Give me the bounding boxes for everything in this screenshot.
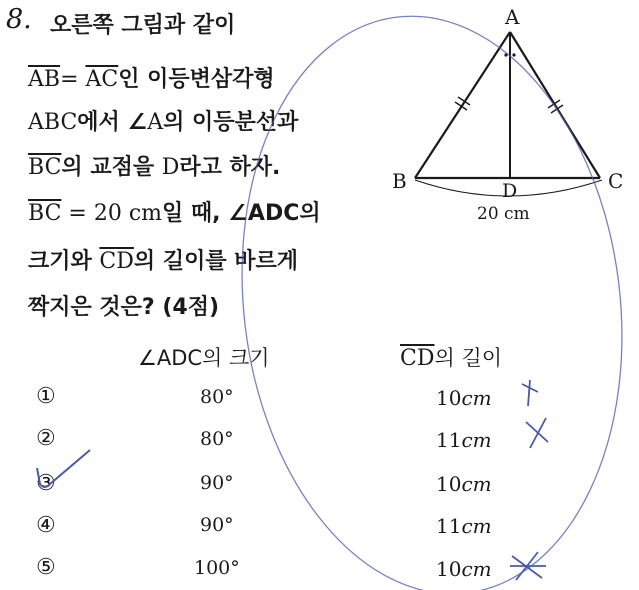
- question-title: 오른쪽 그림과 같이: [50, 13, 236, 38]
- question-line-6: 짝지은 것은? (4점): [28, 295, 220, 320]
- header-angle: ∠ADC의 크기: [138, 346, 270, 370]
- angle-a-letter: A: [147, 110, 164, 135]
- option-number-1[interactable]: ①: [36, 384, 56, 409]
- line-5-text-b: 의 길이를 바르게: [133, 249, 298, 274]
- option-number-3[interactable]: ③: [36, 471, 56, 496]
- option-number-2[interactable]: ②: [36, 426, 56, 451]
- line-2-text-a: 에서 ∠: [77, 110, 148, 135]
- line-4-text-b: 의: [299, 201, 321, 226]
- pencil-circle-mark: [210, 0, 639, 590]
- segment-cd: $\overline{CD}$: [99, 249, 134, 274]
- option-angle-2: 80°: [200, 428, 234, 450]
- bc-length: = 20 cm: [61, 201, 163, 226]
- option-angle-4: 90°: [200, 514, 234, 536]
- line-1-text: 인 이등변삼각형: [118, 67, 275, 92]
- pencil-cross-mark-2: [526, 418, 548, 448]
- line-2-text-b: 의 이등분선과: [163, 110, 299, 135]
- option-angle-1: 80°: [200, 386, 234, 408]
- segment-bc-2: $\overline{BC}$: [28, 201, 62, 226]
- line-5-text-a: 크기와: [28, 249, 100, 274]
- option-number-5[interactable]: ⑤: [36, 555, 56, 580]
- header-segment-cd: $\overline{CD}$: [400, 346, 435, 371]
- point-d-letter: D: [161, 155, 180, 180]
- pencil-cross-mark-5: [510, 552, 546, 580]
- line-3-text-b: 라고 하자.: [179, 155, 281, 180]
- option-angle-3: 90°: [200, 472, 234, 494]
- equals-sign: =: [60, 67, 86, 92]
- option-length-4: 11cm: [436, 514, 492, 538]
- triangle-abc: ABC: [28, 110, 78, 135]
- pencil-cross-mark-1: [522, 380, 538, 406]
- pencil-check-mark: [37, 450, 90, 487]
- option-angle-5: 100°: [194, 557, 240, 579]
- header-length-rest: 의 길이: [434, 346, 503, 370]
- segment-ac: $\overline{AC}$: [85, 67, 119, 92]
- vertex-c-label: C: [608, 169, 624, 193]
- point-d-label: D: [502, 180, 518, 202]
- option-length-5: 10cm: [436, 557, 492, 581]
- segment-bc: $\overline{BC}$: [28, 155, 62, 180]
- line-4-text-a: 일 때, ∠ADC: [162, 201, 300, 226]
- option-length-1: 10cm: [436, 386, 492, 410]
- vertex-a-label: A: [505, 5, 520, 29]
- vertex-b-label: B: [392, 169, 407, 193]
- line-3-text-a: 의 교점을: [61, 155, 162, 180]
- option-number-4[interactable]: ④: [36, 513, 56, 538]
- option-length-3: 10cm: [436, 472, 492, 496]
- option-length-2: 11cm: [436, 428, 492, 452]
- segment-ab: $\overline{AB}$: [28, 67, 61, 92]
- question-number: 8.: [6, 4, 32, 35]
- base-length-label: 20 cm: [477, 204, 530, 224]
